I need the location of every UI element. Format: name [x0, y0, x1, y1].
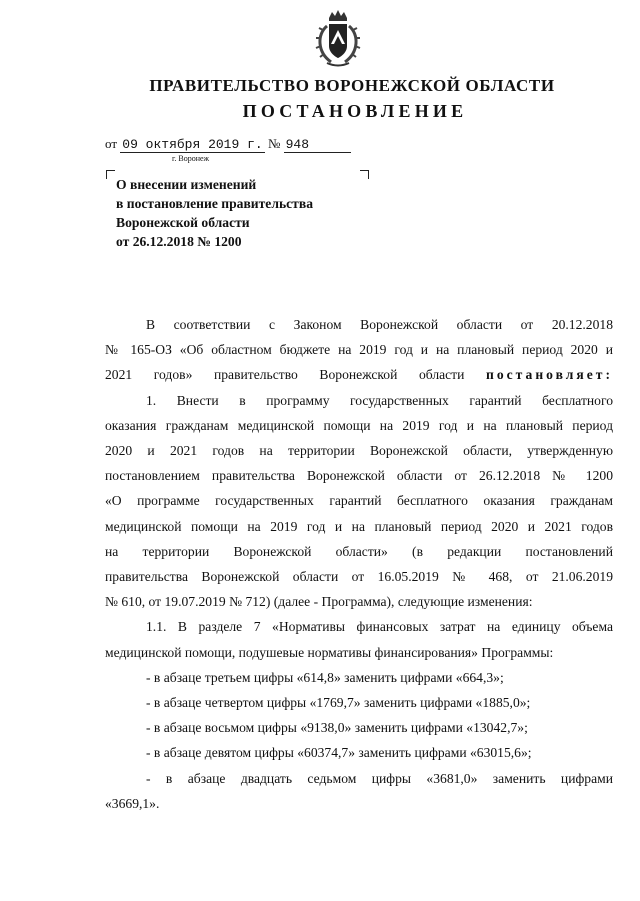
subject-block [116, 175, 313, 251]
coat-of-arms-emblem [313, 8, 363, 70]
list-item: - в абзаце девятом цифры «60374,7» заменить цифрами «63015,6»; [146, 745, 532, 761]
document-body [105, 312, 613, 816]
body-line: медицинской помощи на 2019 год и на плановый период 2020 и 2021 годов [105, 518, 613, 534]
subject-line: Воронежской области [116, 215, 250, 230]
decree-keyword: постановляет: [486, 367, 613, 383]
document-date: 09 октября 2019 г. [122, 137, 263, 152]
list-item: «3669,1». [105, 795, 160, 811]
subject-line: в постановление правительства [116, 196, 313, 211]
body-line: № 610, от 19.07.2019 № 712) (далее - Программа), следующие изменения: [105, 594, 533, 610]
dateline [105, 136, 351, 153]
list-item: - в абзаце третьем цифры «614,8» заменить цифрами «664,3»; [146, 669, 504, 685]
body-line: правительства Воронежской области от 16.05.2019 № 468, от 21.06.2019 [105, 569, 613, 585]
document-type-title: ПОСТАНОВЛЕНИЕ [242, 101, 468, 121]
list-item: - в абзаце двадцать седьмом цифры «3681,0» заменить цифрами [146, 770, 613, 786]
list-item: - в абзаце восьмом цифры «9138,0» заменить цифрами «13042,7»; [146, 720, 528, 736]
body-line: оказания гражданам медицинской помощи на 2019 год и на плановый период [105, 417, 613, 433]
body-line: постановлением правительства Воронежской области от 26.12.2018 № 1200 [105, 468, 613, 484]
body-text: 2021 годов» правительство Воронежской области [105, 367, 465, 383]
subject-corner-right [360, 170, 369, 179]
body-line: № 165-ОЗ «Об областном бюджете на 2019 год и на плановый период 2020 и [105, 342, 613, 358]
body-line: на территории Воронежской области» (в редакции постановлений [105, 543, 613, 559]
body-line: 2020 и 2021 годов на территории Воронежской области, утвержденную [105, 443, 613, 459]
organization-title: ПРАВИТЕЛЬСТВО ВОРОНЕЖСКОЙ ОБЛАСТИ [149, 76, 555, 95]
body-line: 1. Внести в программу государственных гарантий бесплатного [146, 392, 613, 408]
subject-line: О внесении изменений [116, 177, 257, 192]
body-line: медицинской помощи, подушевые нормативы финансирования» Программы: [105, 644, 554, 660]
city-label: г. Воронеж [172, 154, 210, 163]
subject-corner-left [106, 170, 115, 179]
number-sign: № [267, 136, 281, 151]
date-prefix: от [105, 136, 118, 151]
document-number: 948 [284, 137, 351, 153]
body-line: В соответствии с Законом Воронежской области от 20.12.2018 [146, 317, 613, 332]
subject-line: от 26.12.2018 № 1200 [116, 234, 242, 249]
body-line: «О программе государственных гарантий бесплатного оказания гражданам [105, 493, 613, 509]
body-line [105, 362, 613, 387]
body-line: 1.1. В разделе 7 «Нормативы финансовых затрат на единицу объема [146, 619, 613, 635]
list-item: - в абзаце четвертом цифры «1769,7» заменить цифрами «1885,0»; [146, 695, 531, 711]
